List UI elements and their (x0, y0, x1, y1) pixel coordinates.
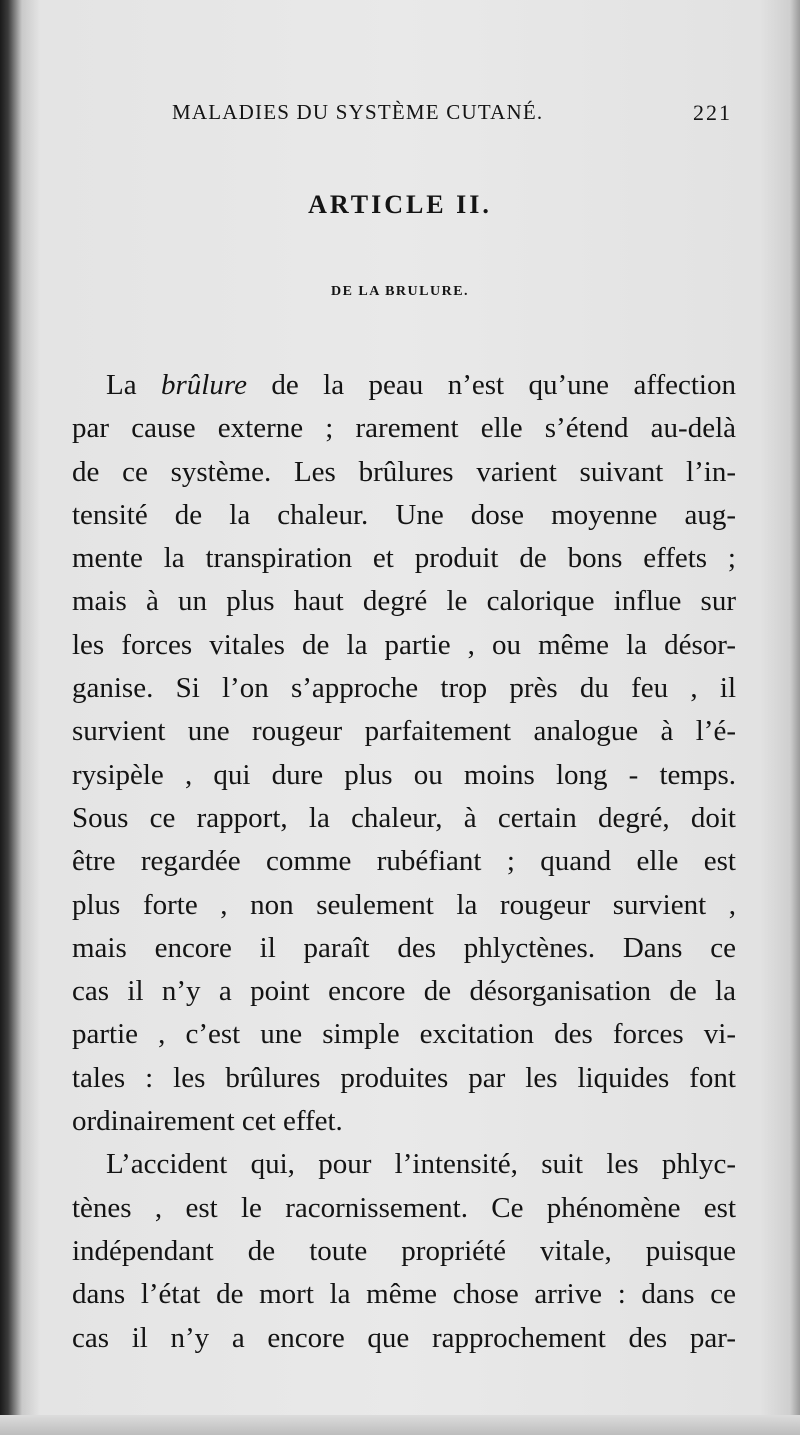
text-line: dans l’état de mort la même chose arrive : dans ce (72, 1278, 736, 1311)
text-line: tensité de la chaleur. Une dose moyenne aug- (72, 498, 736, 531)
text-line: ordinairement cet effet. (72, 1105, 343, 1138)
text-line: tènes , est le racornissement. Ce phénomène est (72, 1191, 736, 1224)
text-line: de ce système. Les brûlures varient suivant l’in- (72, 455, 736, 488)
text-segment: de la peau n’est qu’une affection (246, 369, 736, 401)
emphasized-term: brûlure (161, 369, 247, 401)
text-line: être regardée comme rubéfiant ; quand elle est (72, 845, 736, 878)
text-line: cas il n’y a encore que rapprochement des par- (72, 1321, 736, 1354)
text-line: Sous ce rapport, la chaleur, à certain degré, doit (72, 801, 736, 834)
text-line: mais à un plus haut degré le calorique influe sur (72, 585, 736, 618)
text-line: partie , c’est une simple excitation des forces vi- (72, 1018, 736, 1051)
running-head (172, 100, 732, 134)
body-text (72, 364, 736, 1360)
article-heading: ARTICLE II. (308, 190, 492, 219)
text-segment: La (106, 369, 162, 401)
text-line: survient une rougeur parfaitement analogue à l’é- (72, 715, 736, 748)
text-line: les forces vitales de la partie , ou même la désor- (72, 628, 736, 661)
section-heading: DE LA BRULURE. (330, 284, 470, 299)
text-line: L’accident qui, pour l’intensité, suit les phlyc- (106, 1148, 736, 1181)
page-bottom-edge (0, 1415, 800, 1435)
text-line: mais encore il paraît des phlyctènes. Dans ce (72, 931, 736, 964)
text-line (72, 364, 736, 407)
text-line: indépendant de toute propriété vitale, puisque (72, 1234, 736, 1267)
text-line: par cause externe ; rarement elle s’étend au-delà (72, 412, 736, 445)
text-line: ganise. Si l’on s’approche trop près du feu , il (72, 672, 736, 705)
text-line: mente la transpiration et produit de bons effets ; (72, 542, 736, 575)
running-title: MALADIES DU SYSTÈME CUTANÉ. (172, 100, 544, 124)
text-line: cas il n’y a point encore de désorganisation de la (72, 975, 736, 1008)
page-number: 221 (693, 100, 732, 125)
text-line: plus forte , non seulement la rougeur survient , (72, 888, 736, 921)
text-line: rysipèle , qui dure plus ou moins long - temps. (72, 758, 736, 791)
text-line: tales : les brûlures produites par les liquides font (72, 1061, 736, 1094)
